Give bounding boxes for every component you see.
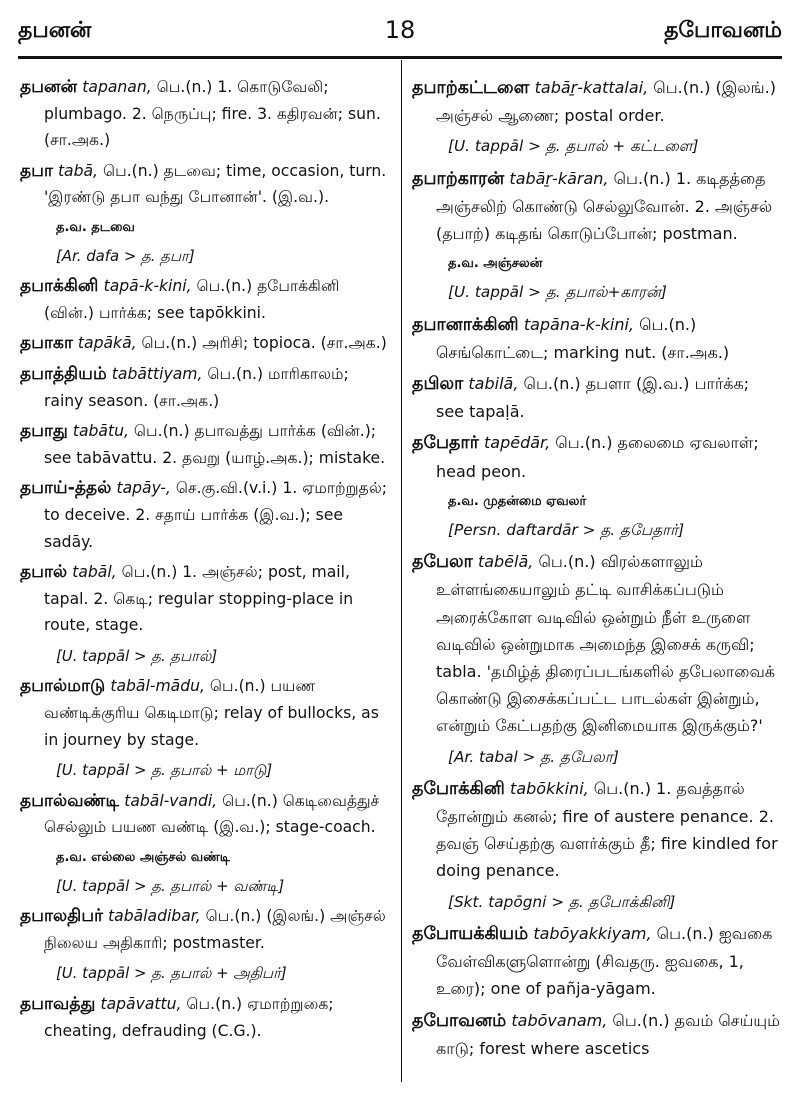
- entry-definition: பெ.(n.) செங்கொட்டை; marking nut. (சா.அக.): [436, 314, 730, 362]
- entry-etymology: [Skt. tapōgni > த. தபோக்கினி]: [448, 892, 676, 911]
- entry-definition: பெ.(n.) 1. கொடுவேலி; plumbago. 2. நெருப்பு; fire. 3. கதிரவன்; sun. (சா.அக.): [44, 78, 381, 150]
- page-number: 18: [384, 16, 416, 44]
- entry-headword: தபால்வண்டி: [20, 790, 120, 811]
- dictionary-entry: [20, 903, 388, 956]
- dictionary-entry: [20, 330, 388, 357]
- entry-definition: பெ.(n.) அரிசி; topioca. (சா.அக.): [136, 334, 387, 353]
- entry-transliteration: tabēlā,: [477, 552, 534, 572]
- entry-transliteration: tapā-k-kini,: [103, 277, 192, 296]
- entry-definition: பெ.(n.) தவம் செய்யும் காடு; forest where ascetics: [436, 1010, 780, 1058]
- entry-tamil-equivalent: த.வ. அஞ்சலன்: [448, 256, 543, 272]
- header-first-headword: தபனன்: [18, 18, 92, 43]
- entry-headword: தபானாக்கினி: [412, 314, 519, 335]
- dictionary-entry: [20, 273, 388, 326]
- right-column: [412, 74, 780, 1066]
- entry-etymology: [U. tappāl > த. தபால் + வண்டி]: [56, 876, 285, 895]
- dictionary-entry: [20, 475, 388, 555]
- entry-transliteration: tabāl-vandi,: [124, 791, 218, 810]
- dictionary-entry: [412, 548, 780, 739]
- entry-transliteration: tabāladibar,: [108, 907, 201, 926]
- entry-headword: தபாய்-த்தல்: [20, 478, 112, 499]
- dictionary-entry: [20, 361, 388, 414]
- entry-headword: தபா: [20, 160, 53, 181]
- entry-definition: பெ.(n.) பயண வண்டிக்குரிய கெடிமாடு; relay of bullocks, as in journey by stage.: [44, 677, 379, 749]
- dictionary-entry: [20, 158, 388, 211]
- dictionary-entry: [412, 1007, 780, 1062]
- header-rule: [18, 56, 782, 59]
- dictionary-entry: [412, 311, 780, 366]
- entry-headword: தபேலா: [412, 552, 473, 573]
- entry-transliteration: tapākā,: [77, 334, 137, 353]
- entry-headword: தபால்மாடு: [20, 676, 106, 697]
- entry-definition: பெ.(n.) ஏமாற்றுகை; cheating, defrauding (C.G.).: [44, 995, 334, 1040]
- entry-definition: பெ.(n.) விரல்களாலும் உள்ளங்கையாலும் தட்டி வாசிக்கப்படும் அரைக்கோள வடிவில் ஒன்றும் நீள் உருளை வடிவில் ஒன்றுமாக அமைந்த இசைக் கருவி; tabla. 'தமிழ்த் திரைப்படங்களில் தபேலாவைக் கொண்டு இசைக்கப்பட்ட பாடல்கள் இன்றும், என்றும் கேட்பதற்கு இனிமையாக இருக்கும்?': [436, 552, 775, 736]
- entry-etymology: [U. tappāl > த. தபால் + கட்டளை]: [448, 137, 699, 156]
- entry-transliteration: tabāl-mādu,: [110, 677, 205, 696]
- dictionary-entry: [412, 429, 780, 484]
- entry-headword: தபோக்கினி: [412, 778, 505, 799]
- entry-definition: பெ.(n.) மாரிகாலம்; rainy season. (சா.அக.): [44, 364, 349, 410]
- header-last-headword: தபோவனம்: [664, 18, 782, 43]
- entry-headword: தபாது: [20, 421, 68, 442]
- entry-headword: தபேதார்: [412, 433, 479, 454]
- entry-transliteration: tabōyakkiyam,: [533, 923, 652, 943]
- dictionary-entry: [20, 788, 388, 841]
- entry-transliteration: tabāṟ-kattalai,: [534, 78, 649, 97]
- entry-transliteration: tapēdār,: [483, 433, 551, 453]
- column-divider: [401, 60, 402, 1082]
- dictionary-entry: [412, 74, 780, 129]
- entry-etymology: [U. tappāl > த. தபால் + அதிபர்]: [56, 964, 287, 983]
- entry-transliteration: tabilā,: [468, 374, 519, 394]
- entry-definition: பெ.(n.) கெடிவைத்துச் செல்லும் பயண வண்டி (இ.வ.); stage-coach.: [44, 791, 380, 837]
- entry-definition: பெ.(n.) தபோக்கினி (வின்.) பார்க்க; see tapōkkini.: [44, 277, 340, 322]
- entry-transliteration: tapanan,: [82, 78, 152, 96]
- entry-definition: பெ.(n.) 1. தவத்தால் தோன்றும் கனல்; fire of austere penance. 2. தவஞ் செய்தற்கு வளர்க்கும் தீ; fire kindled for doing penance.: [436, 778, 778, 881]
- entry-headword: தபாற்கட்டளை: [412, 78, 530, 98]
- entry-tamil-equivalent: த.வ. முதன்மை ஏவலர்: [448, 493, 587, 509]
- entry-definition: பெ.(n.) தபளா (இ.வ.) பார்க்க; see tapaḷā.: [436, 374, 750, 422]
- entry-etymology: [Persn. daftardār > த. தபேதார்]: [448, 521, 685, 540]
- page-header: [18, 14, 782, 54]
- entry-definition: பெ.(n.) 1. அஞ்சல்; post, mail, tapal. 2. கெடி; regular stopping-place in route, stage.: [44, 563, 354, 635]
- entry-headword: தபாலதிபர்: [20, 906, 104, 927]
- entry-headword: தபனன்: [20, 77, 78, 97]
- entry-headword: தபிலா: [412, 374, 464, 395]
- entry-transliteration: tabāṟ-kāran,: [509, 168, 609, 188]
- entry-transliteration: tabōvanam,: [511, 1010, 608, 1030]
- entry-etymology: [Ar. tabal > த. தபேலா]: [448, 747, 619, 766]
- entry-definition: பெ.(n.) தடவை; time, occasion, turn. 'இரண்டு தபா வந்து போனான்'. (இ.வ.).: [44, 161, 387, 207]
- entry-definition: பெ.(n.) 1. கடிதத்தை அஞ்சலிற் கொண்டு செல்லுவோன். 2. அஞ்சல் (தபாற்) கடிதங் கொடுப்போன்; postman.: [436, 168, 773, 244]
- entry-definition: செ.கு.வி.(v.i.) 1. ஏமாற்றுதல்; to deceive. 2. சதாய் பார்க்க (இ.வ.); see sadāy.: [44, 479, 388, 551]
- entry-transliteration: tapāna-k-kini,: [523, 314, 634, 334]
- dictionary-entry: [20, 559, 388, 639]
- dictionary-entry: [412, 165, 780, 248]
- entry-etymology: [U. tappāl > த. தபால்]: [56, 646, 218, 665]
- entry-transliteration: tabā,: [57, 161, 99, 180]
- entry-transliteration: tapāy-,: [116, 479, 171, 498]
- entry-definition: பெ.(n.) (இலங்.) அஞ்சல் ஆணை; postal order.: [436, 78, 776, 126]
- dictionary-entry: [412, 370, 780, 425]
- dictionary-entry: [412, 920, 780, 1003]
- entry-etymology: [U. tappāl > த. தபால் + மாடு]: [56, 761, 273, 780]
- entry-transliteration: tabātu,: [72, 422, 129, 441]
- entry-headword: தபாற்காரன்: [412, 168, 505, 189]
- dictionary-entry: [412, 775, 780, 885]
- dictionary-entry: [20, 673, 388, 753]
- entry-etymology: [Ar. dafa > த. தபா]: [56, 246, 195, 265]
- entry-tamil-equivalent: த.வ. தடவை: [56, 219, 135, 235]
- entry-headword: தபால்: [20, 562, 68, 583]
- entry-definition: பெ.(n.) தலைமை ஏவலாள்; head peon.: [436, 433, 759, 481]
- entry-definition: பெ.(n.) தபாவத்து பார்க்க (வின்.); see tabāvattu. 2. தவறு (யாழ்.அக.); mistake.: [44, 422, 386, 467]
- dictionary-entry: [20, 418, 388, 471]
- entry-headword: தபோவனம்: [412, 1010, 507, 1031]
- entry-headword: தபாக்கினி: [20, 276, 99, 297]
- entry-definition: பெ.(n.) (இலங்.) அஞ்சல் நிலைய அதிகாரி; postmaster.: [44, 907, 386, 952]
- entry-headword: தபாத்தியம்: [20, 363, 107, 384]
- entry-tamil-equivalent: த.வ. எல்லை அஞ்சல் வண்டி: [56, 850, 231, 866]
- entry-headword: தபாவத்து: [20, 994, 96, 1014]
- entry-transliteration: tapāvattu,: [100, 995, 182, 1013]
- entry-etymology: [U. tappāl > த. தபால்+காரன்]: [448, 283, 667, 302]
- left-column: [20, 74, 388, 1048]
- entry-transliteration: tabāl,: [72, 563, 117, 582]
- entry-headword: தபோயக்கியம்: [412, 923, 529, 944]
- entry-transliteration: tabōkkini,: [510, 778, 589, 798]
- entry-definition: பெ.(n.) ஐவகை வேள்விகளுளொன்று (சிவதரு. ஐவகை, 1, உரை); one of pañja-yāgam.: [436, 923, 773, 999]
- dictionary-entry: [20, 74, 388, 154]
- entry-transliteration: tabāttiyam,: [111, 364, 203, 383]
- dictionary-entry: [20, 991, 388, 1044]
- entry-headword: தபாகா: [20, 333, 73, 354]
